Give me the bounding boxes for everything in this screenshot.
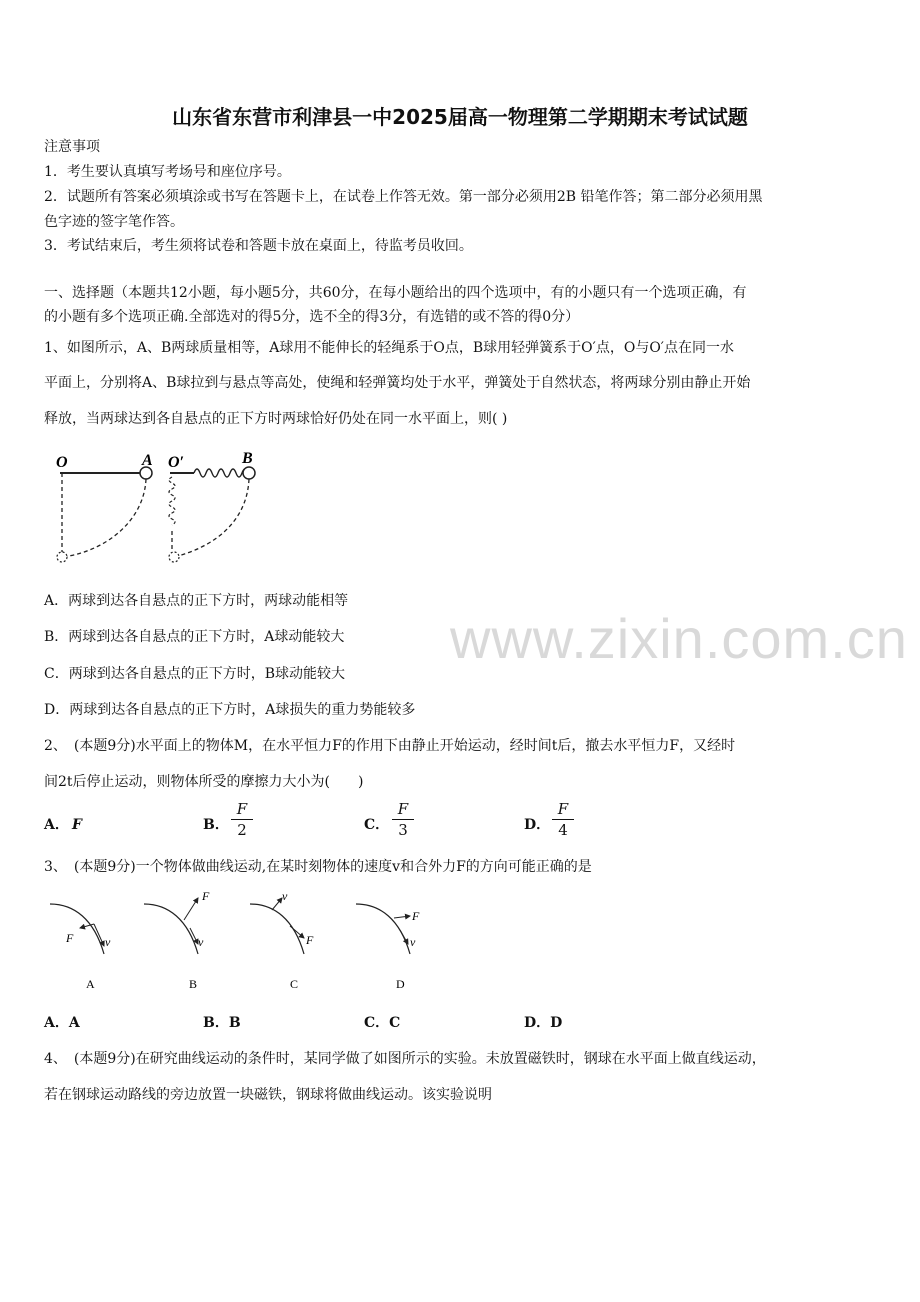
ball-a-bottom [57, 552, 67, 562]
svg-text:v: v [410, 935, 416, 949]
ball-b [243, 467, 255, 479]
q2-option-d-fraction: F 4 [552, 800, 574, 839]
q1-option-b: B．两球到达各自悬点的正下方时，A球动能较大 [44, 629, 345, 645]
svg-text:C: C [290, 977, 299, 991]
q2-option-d-label: D． [524, 817, 551, 833]
figure-d [356, 904, 420, 991]
label-a: A [142, 452, 153, 469]
figure-c [250, 889, 314, 991]
q1-option-c: C．两球到达各自悬点的正下方时，B球动能较大 [44, 666, 345, 682]
svg-text:v: v [282, 889, 288, 903]
svg-text:v: v [105, 935, 111, 949]
q1-option-a: A．两球到达各自悬点的正下方时，两球动能相等 [44, 593, 349, 609]
svg-text:F: F [66, 931, 74, 945]
svg-text:F: F [412, 909, 420, 923]
q4-stem-line: 4、 (本题9分)在研究曲线运动的条件时，某同学做了如图所示的实验。未放置磁铁时，钢球在水平面上做直线运动， [44, 1051, 766, 1067]
q3-option-c: C．C [364, 1015, 401, 1031]
figure-b [144, 889, 210, 991]
svg-text:A: A [86, 977, 95, 991]
q3-force-velocity-figures [44, 884, 444, 996]
section-heading: 一、选择题（本题共12小题，每小题5分，共60分，在每小题给出的四个选项中，有的小题只有一个选项正确，有 [44, 285, 747, 301]
section-heading-cont: 的小题有多个选项正确.全部选对的得5分，选不全的得3分，有选错的或不答的得0分） [44, 309, 580, 325]
label-b: B [242, 450, 253, 467]
q3-stem-line: 3、 (本题9分)一个物体做曲线运动,在某时刻物体的速度v和合外力F的方向可能正确的是 [44, 859, 592, 875]
q3-option-d: D．D [524, 1015, 563, 1031]
figure-a [50, 904, 111, 991]
notice-heading: 注意事项 [44, 139, 100, 155]
q3-option-b: B．B [203, 1015, 241, 1031]
svg-text:F: F [306, 933, 314, 947]
label-o-prime: O′ [168, 454, 185, 471]
watermark: www.zixin.com.cn [450, 607, 908, 670]
svg-text:B: B [189, 977, 198, 991]
page-title: 山东省东营市利津县一中2025届高一物理第二学期期末考试试题 [172, 105, 748, 129]
q2-option-c-label: C． [364, 817, 390, 833]
q1-stem-line: 平面上，分别将A、B球拉到与悬点等高处，使绳和轻弹簧均处于水平，弹簧处于自然状态，将两球分别由静止开始 [44, 375, 751, 391]
q2-stem-line: 2、 (本题9分)水平面上的物体M，在水平恒力F的作用下由静止开始运动，经时间t后，撤去水平恒力F，又经时 [44, 738, 736, 754]
arc-path-a [62, 479, 146, 557]
notice-item: 2．试题所有答案必须填涂或书写在答题卡上，在试卷上作答无效。第一部分必须用2B 铅笔作答；第二部分必须用黑 [44, 189, 763, 205]
spring-vertical-dashed [169, 477, 175, 525]
q2-option-a-value: F [72, 817, 82, 833]
ball-b-bottom [169, 552, 179, 562]
arc-path-b [174, 479, 249, 557]
q2-stem-line: 间2t后停止运动，则物体所受的摩擦力大小为( ) [44, 774, 364, 790]
q1-pendulum-spring-figure [44, 447, 274, 575]
q2-option-a-label: A． [44, 817, 69, 833]
q1-stem-line: 1、如图所示，A、B两球质量相等，A球用不能伸长的轻绳系于O点，B球用轻弹簧系于O′点，O与O′点在同一水 [44, 340, 734, 356]
q1-stem-line: 释放，当两球达到各自悬点的正下方时两球恰好仍处在同一水平面上，则( ) [44, 411, 508, 427]
label-o: O [56, 454, 68, 471]
q4-stem-line: 若在钢球运动路线的旁边放置一块磁铁，钢球将做曲线运动。该实验说明 [44, 1087, 492, 1103]
q2-option-b-label: B． [203, 817, 229, 833]
q1-option-d: D．两球到达各自悬点的正下方时，A球损失的重力势能较多 [44, 702, 416, 718]
svg-text:F: F [202, 889, 210, 903]
q2-option-b-fraction: F 2 [231, 800, 253, 839]
q3-option-a: A．A [44, 1015, 80, 1031]
svg-text:D: D [396, 977, 405, 991]
notice-item: 色字迹的签字笔作答。 [44, 214, 184, 230]
notice-item: 3．考试结束后，考生须将试卷和答题卡放在桌面上，待监考员收回。 [44, 238, 473, 254]
q2-option-c-fraction: F 3 [392, 800, 414, 839]
notice-item: 1．考生要认真填写考场号和座位序号。 [44, 164, 291, 180]
svg-text:v: v [198, 935, 204, 949]
